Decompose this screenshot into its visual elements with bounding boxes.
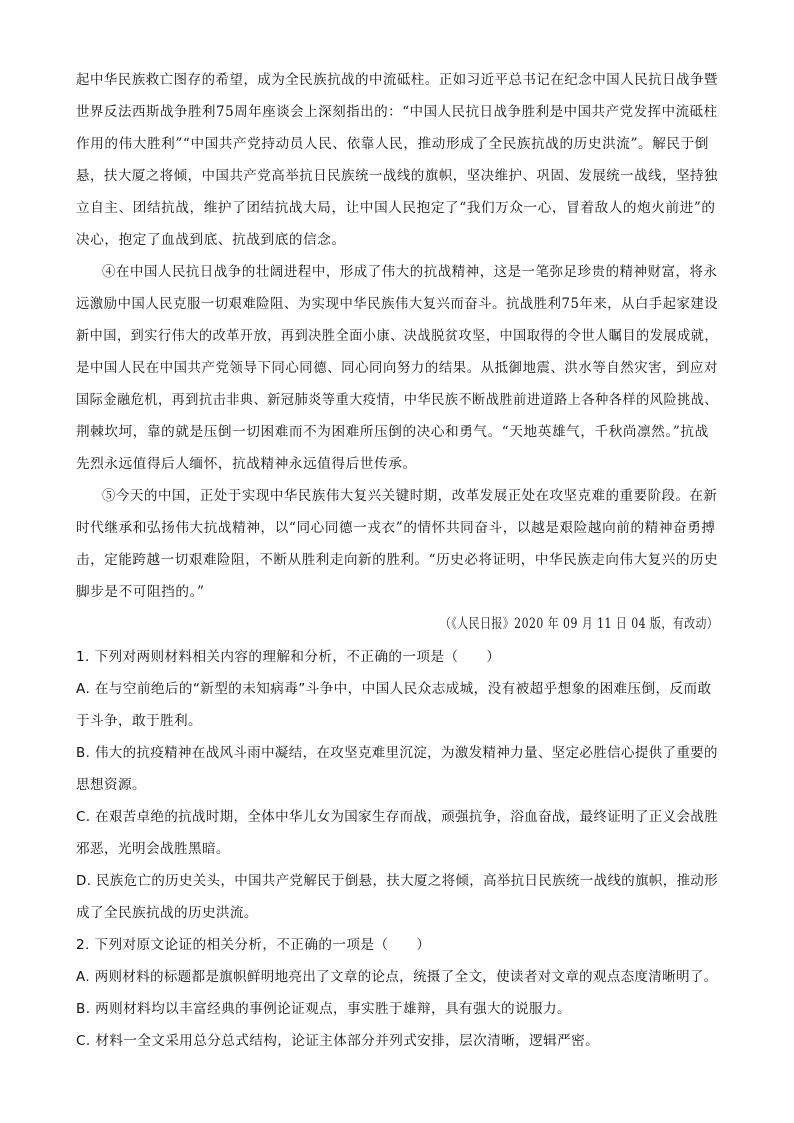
paragraph-line: ⑤今天的中国，正处于实现中华民族伟大复兴关键时期，改革发展正处在攻坚克难的重要阶段。在新 xyxy=(102,488,718,504)
paragraph-line: 新中国，到实行伟大的改革开放，再到决胜全面小康、决战脱贫攻坚，中国取得的令世人瞩目的发展成就， xyxy=(76,328,719,344)
paragraph-line: 世界反法西斯战争胜利75周年座谈会上深刻指出的：“中国人民抗日战争胜利是中国共产党发挥中流砥柱 xyxy=(76,104,718,120)
paragraph-line: 是中国人民在中国共产党领导下同心同德、同心同向努力的结果。从抵御地震、洪水等自然灾害，到应对 xyxy=(76,360,718,376)
paragraph-line: 脚步是不可阻挡的。” xyxy=(76,584,205,600)
paragraph-line: 作用的伟大胜利”“中国共产党持动员人民、依靠人民，推动形成了全民族抗战的历史洪流”。解民于倒 xyxy=(76,136,709,152)
paragraph-line: 起中华民族救亡图存的希望，成为全民族抗战的中流砥柱。正如习近平总书记在纪念中国人民抗日战争暨 xyxy=(76,72,718,88)
paragraph-line: 国际金融危机，再到抗击非典、新冠肺炎等重大疫情，中华民族不断战胜前进道路上各种各样的风险挑战、 xyxy=(76,392,719,408)
paragraph-line: 击，定能跨越一切艰难险阻，不断从胜利走向新的胜利。“历史必将证明，中华民族走向伟大复兴的历史 xyxy=(76,552,719,568)
article-citation: （《人民日报》2020 年 09 月 11 日 04 版，有改动） xyxy=(440,616,719,632)
question-option-d: D. 民族危亡的历史关头，中国共产党解民于倒悬，扶大厦之将倾，高举抗日民族统一战线的旗帜，推动形 xyxy=(76,873,719,889)
paragraph-line: 悬，扶大厦之将倾，中国共产党高举抗日民族统一战线的旗帜，坚决维护、巩固、发展统一战线，坚持独 xyxy=(76,168,718,184)
question-option-a: A. 两则材料的标题都是旗帜鲜明地亮出了文章的论点，统摄了全文，使读者对文章的观点态度清晰明了。 xyxy=(76,969,718,985)
question-stem: 2. 下列对原文论证的相关分析，不正确的一项是（ ） xyxy=(76,937,431,953)
question-option-b: B. 伟大的抗疫精神在战风斗雨中凝结，在攻坚克难里沉淀，为激发精神力量、坚定必胜信心提供了重要的 xyxy=(76,745,718,761)
question-option-c: C. 在艰苦卓绝的抗战时期，全体中华儿女为国家生存而战，顽强抗争，浴血奋战，最终证明了正义会战胜 xyxy=(76,809,719,825)
paragraph-line: 远激励中国人民克服一切艰难险阻、为实现中华民族伟大复兴而奋斗。抗战胜利75年来，从白手起家建设 xyxy=(76,296,719,312)
paragraph-line: ④在中国人民抗日战争的壮阔进程中，形成了伟大的抗战精神，这是一笔弥足珍贵的精神财富，将永 xyxy=(102,264,718,280)
question-option-b: B. 两则材料均以丰富经典的事例论证观点，事实胜于雄辩，具有强大的说服力。 xyxy=(76,1001,571,1017)
question-option-line: 成了全民族抗战的历史洪流。 xyxy=(76,905,258,921)
question-option-c: C. 材料一全文采用总分总式结构，论证主体部分并列式安排，层次清晰，逻辑严密。 xyxy=(76,1033,600,1049)
paragraph-line: 先烈永远值得后人缅怀，抗战精神永远值得后世传承。 xyxy=(76,456,417,472)
question-option-line: 思想资源。 xyxy=(76,777,146,793)
paragraph-line: 决心，抱定了血战到底、抗战到底的信念。 xyxy=(76,232,346,248)
paragraph-line: 荆棘坎坷，靠的就是压倒一切困难而不为困难所压倒的决心和勇气。“天地英雄气，千秋尚凛然。”抗战 xyxy=(76,424,709,440)
question-option-a: A. 在与空前绝后的“新型的未知病毒”斗争中，中国人民众志成城，没有被超乎想象的困难压倒，反而敢 xyxy=(76,681,712,697)
question-option-line: 于斗争，敢于胜利。 xyxy=(76,713,202,729)
question-stem: 1. 下列对两则材料相关内容的理解和分析，不正确的一项是（ ） xyxy=(76,649,501,665)
paragraph-line: 立自主、团结抗战，维护了团结抗战大局，让中国人民抱定了“我们万众一心，冒着敌人的炮火前进”的 xyxy=(76,200,716,216)
question-option-line: 邪恶，光明会战胜黑暗。 xyxy=(76,841,230,857)
paragraph-line: 时代继承和弘扬伟大抗战精神，以“同心同德一戎衣”的情怀共同奋斗，以越是艰险越向前的精神奋勇搏 xyxy=(76,520,716,536)
